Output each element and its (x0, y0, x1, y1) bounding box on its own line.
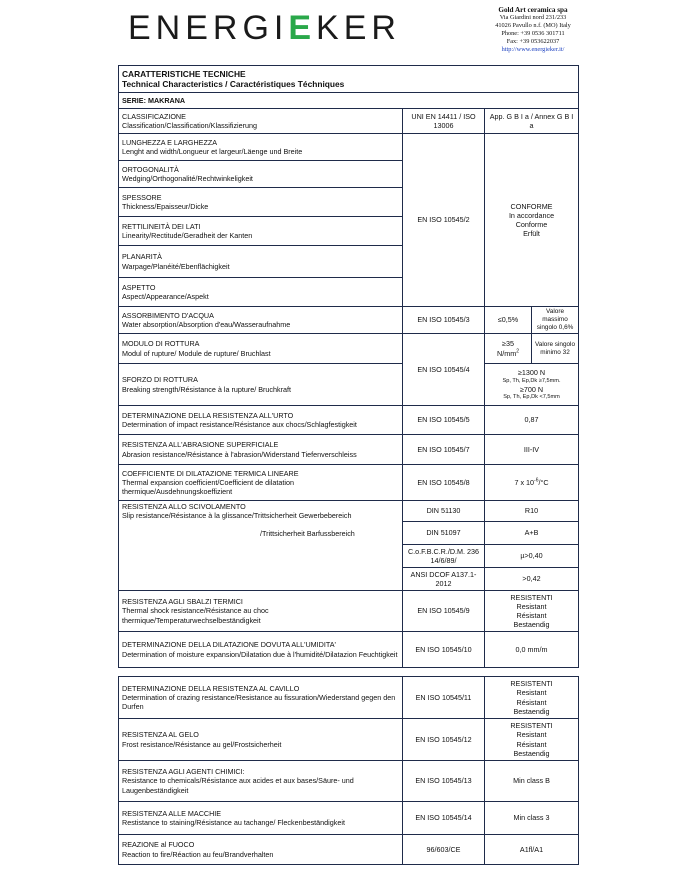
table-row (119, 109, 579, 134)
value-line: Resistant (516, 688, 547, 698)
logo-text-right: KER (316, 9, 401, 47)
value-line: Conforme (515, 220, 548, 229)
property-cell (119, 278, 403, 307)
value-cell: A1fl/A1 (485, 835, 579, 865)
value-cell (485, 465, 579, 501)
property-desc: Water absorption/Absorption d'eau/Wasseraufnahme (122, 320, 291, 329)
standard-cell: C.o.F.B.C.R./D.M. 236 14/6/89/ (403, 545, 485, 568)
value-cell (485, 677, 579, 719)
company-info (468, 6, 598, 54)
value-line: Resistant (516, 730, 547, 740)
value-line: Résistant (516, 739, 547, 749)
standard-cell: EN ISO 10545/4 (403, 334, 485, 406)
value-unit: /°C (538, 477, 549, 487)
value-cell: III-IV (485, 435, 579, 465)
property-cell (119, 802, 403, 835)
standard-cell: EN ISO 10545/10 (403, 632, 485, 668)
value-main: ≥35 (502, 339, 514, 349)
value-line: RESISTENTI (510, 592, 553, 602)
table-row (119, 761, 579, 802)
value-cell: A+B (485, 522, 579, 545)
property-name: RESISTENZA ALLO SCIVOLAMENTO (122, 502, 246, 511)
value-line: Erfült (523, 229, 540, 239)
property-name: RESISTENZA AGLI SBALZI TERMICI (122, 597, 243, 607)
value-line: In accordance (508, 210, 555, 220)
company-fax: Fax: +39 053622037 (506, 38, 560, 45)
technical-characteristics-table-2 (118, 676, 579, 865)
value-cell (485, 591, 579, 632)
value-exponent: 2 (516, 348, 519, 355)
title-en: Technical Characteristics / Caractéristiques Téchniques (122, 79, 345, 89)
property-name: DETERMINAZIONE DELLA RESISTENZA AL CAVILLO (122, 683, 300, 693)
value-line: RESISTENTI (510, 721, 553, 731)
logo-text-left: ENERGI (128, 9, 289, 47)
standard-cell: EN ISO 10545/2 (403, 134, 485, 307)
property-cell (119, 109, 403, 134)
series-row (119, 93, 579, 109)
property-name: RETTILINEITÀ DEI LATI (122, 221, 201, 231)
property-cell (119, 364, 403, 406)
company-phone: Phone: +39 0536 301711 (501, 30, 565, 37)
value-line: ≥700 N (519, 384, 544, 394)
value-line: Résistant (516, 697, 547, 707)
table-row (119, 501, 579, 522)
standard-cell: EN ISO 10545/14 (403, 802, 485, 835)
standard-cell: EN ISO 10545/3 (403, 307, 485, 334)
company-address-1: Via Giardini nord 231/233 (499, 14, 567, 21)
property-name: ASPETTO (122, 282, 156, 292)
logo-mark: E (288, 9, 317, 47)
property-name: LUNGHEZZA E LARGHEZZA (122, 137, 218, 147)
property-desc: Restistance to staining/Résistance au tachange/ Fleckenbeständigkeit (122, 818, 345, 827)
table-row (119, 364, 579, 406)
value-cell (485, 134, 579, 307)
property-desc: Thickness/Epaisseur/Dicke (122, 202, 209, 211)
property-cell (119, 501, 403, 591)
value-line: Résistant (516, 611, 547, 620)
limit-cell: Valore massimo singolo 0,6% (532, 307, 579, 334)
company-website-link[interactable]: http://www.energieker.it/ (501, 46, 565, 53)
table-row (119, 134, 579, 161)
table-row (119, 406, 579, 435)
technical-characteristics-table (118, 65, 579, 668)
company-address-2: 41026 Pavullo n.f. (MO) Italy (495, 22, 571, 29)
property-name: DETERMINAZIONE DELLA RESISTENZA ALL'URTO (122, 410, 294, 420)
property-desc: Linearity/Rectitude/Geradheit der Kanten (122, 231, 253, 240)
property-desc: Determination of moisture expansion/Dilatation due à l'humidité/Dilatazion Feuchtigkeit (122, 649, 398, 659)
property-name: RESISTENZA AGLI AGENTI CHIMICI: (122, 767, 245, 777)
property-name: DETERMINAZIONE DELLA DILATAZIONE DOVUTA ALL'UMIDITA' (122, 640, 336, 650)
property-name: RESISTENZA ALLE MACCHIE (122, 808, 222, 818)
table-row (119, 591, 579, 632)
table-row (119, 435, 579, 465)
standard-cell: EN ISO 10545/11 (403, 677, 485, 719)
property-cell (119, 835, 403, 865)
value-cell: 0,0 mm/m (485, 632, 579, 668)
property-cell (119, 188, 403, 217)
standard-cell: EN ISO 10545/5 (403, 406, 485, 435)
value-cell (485, 719, 579, 761)
table-row (119, 465, 579, 501)
property-desc: Abrasion resistance/Résistance à l'abrasion/Widerstand Tiefenverschleiss (122, 449, 357, 459)
property-desc: Frost resistance/Résistance au gel/Frostsicherheit (122, 739, 282, 749)
value-line: RESISTENTI (510, 679, 553, 689)
value-unit: N/mm (497, 348, 517, 358)
value-cell: Min class B (485, 761, 579, 802)
property-cell (119, 307, 403, 334)
property-name: PLANARITÀ (122, 252, 162, 262)
value-line: Resistant (516, 601, 547, 611)
value-exponent: -6 (534, 477, 539, 484)
value-cell: R10 (485, 501, 579, 522)
company-name: Gold Art ceramica spa (498, 6, 568, 14)
energieker-logo (128, 9, 401, 48)
title-it: CARATTERISTICHE TECNICHE (122, 69, 246, 79)
table-row (119, 677, 579, 719)
property-desc: Modul of rupture/ Module de rupture/ Bruchlast (122, 348, 271, 358)
property-cell (119, 719, 403, 761)
standard-cell: UNI EN 14411 / ISO 13006 (403, 109, 485, 134)
property-name: COEFFICIENTE DI DILATAZIONE TERMICA LINEARE (122, 468, 299, 478)
standard-cell: DIN 51097 (403, 522, 485, 545)
standard-cell: EN ISO 10545/13 (403, 761, 485, 802)
table-row (119, 802, 579, 835)
value-cell: App. G B I a / Annex G B I a (485, 109, 579, 134)
value-note: Sp, Th, Ep,Dk ≥7,5mm. (502, 377, 561, 384)
table-row (119, 835, 579, 865)
value-cell: 0,87 (485, 406, 579, 435)
property-cell (119, 465, 403, 501)
value-line: Bestaendig (513, 620, 550, 630)
property-desc: Thermal expansion coefficient/Coefficient de dilatation thermique/Ausdehnungskoeffizient (122, 477, 294, 497)
table-row (119, 307, 579, 334)
property-cell (119, 406, 403, 435)
standard-cell: 96/603/CE (403, 835, 485, 865)
property-desc: Determination of crazing resistance/Resistance au fissuration/Wiederstand gegen den Durfen (122, 692, 396, 712)
property-desc: Reaction to fire/Réaction au feu/Brandverhalten (122, 849, 274, 859)
value-line: CONFORME (510, 201, 553, 211)
standard-cell: EN ISO 10545/8 (403, 465, 485, 501)
property-cell (119, 217, 403, 246)
property-desc: Slip resistance/Résistance à la glissance/Trittsicherheit Gewerbebereich (122, 511, 352, 521)
property-desc: Breaking strength/Résistance à la rupture/ Bruchkraft (122, 384, 291, 394)
table-title-row (119, 66, 579, 93)
property-cell (119, 632, 403, 668)
property-cell (119, 677, 403, 719)
table-title-cell (119, 66, 579, 93)
value-cell (485, 334, 532, 364)
value-cell: Min class 3 (485, 802, 579, 835)
property-cell (119, 134, 403, 161)
property-desc: Aspect/Appearance/Aspekt (122, 292, 209, 301)
property-cell (119, 334, 403, 364)
property-name: ASSORBIMENTO D'ACQUA (122, 310, 214, 320)
property-desc: Wedging/Orthogonalité/Rechtwinkeligkeit (122, 174, 253, 183)
value-cell (485, 364, 579, 406)
property-desc: Classification/Classification/Klassifizierung (122, 121, 258, 130)
value-main: 7 x 10 (514, 477, 535, 487)
standard-cell: EN ISO 10545/9 (403, 591, 485, 632)
property-cell (119, 161, 403, 188)
value-cell: µ>0,40 (485, 545, 579, 568)
property-name: CLASSIFICAZIONE (122, 111, 186, 121)
property-desc: Thermal shock resistance/Résistance au choc thermique/Temperaturwechselbeständigkeit (122, 606, 269, 625)
property-desc-2: /Trittsicherheit Barfussbereich (260, 529, 355, 539)
property-name: REAZIONE al FUOCO (122, 840, 195, 850)
value-line: Bestaendig (513, 706, 550, 716)
property-cell (119, 435, 403, 465)
property-desc: Warpage/Planéité/Ebenflächigkeit (122, 261, 230, 271)
property-cell (119, 246, 403, 278)
standard-cell: EN ISO 10545/12 (403, 719, 485, 761)
property-name: SPESSORE (122, 192, 162, 202)
property-cell (119, 761, 403, 802)
property-name: MODULO DI ROTTURA (122, 339, 200, 349)
table-row (119, 719, 579, 761)
property-name: RESISTENZA ALL'ABRASIONE SUPERFICIALE (122, 440, 279, 450)
value-line: Bestaendig (513, 748, 550, 758)
limit-cell: Valore singolo minimo 32 (532, 334, 579, 364)
value-cell: ≤0,5% (485, 307, 532, 334)
property-desc: Lenght and width/Longueur et largeur/Läenge und Breite (122, 147, 303, 156)
standard-cell: DIN 51130 (403, 501, 485, 522)
value-line: ≥1300 N (517, 368, 546, 378)
property-name: ORTOGONALITÀ (122, 164, 179, 174)
value-cell: >0,42 (485, 568, 579, 591)
series-label: SERIE: MAKRANA (119, 93, 579, 109)
standard-cell: ANSI DCOF A137.1-2012 (403, 568, 485, 591)
standard-cell: EN ISO 10545/7 (403, 435, 485, 465)
property-name: RESISTENZA AL GELO (122, 730, 199, 740)
table-row (119, 334, 579, 364)
property-cell (119, 591, 403, 632)
table-row (119, 632, 579, 668)
property-name: SFORZO DI ROTTURA (122, 375, 198, 385)
value-note: Sp, Th, Ep,Dk <7,5mm (503, 393, 560, 400)
property-desc: Resistance to chemicals/Résistance aux acides et aux bases/Säure- und Laugenbeständigkeit (122, 776, 354, 795)
property-desc: Determination of impact resistance/Résistance aux chocs/Schlagfestigkeit (122, 420, 357, 429)
